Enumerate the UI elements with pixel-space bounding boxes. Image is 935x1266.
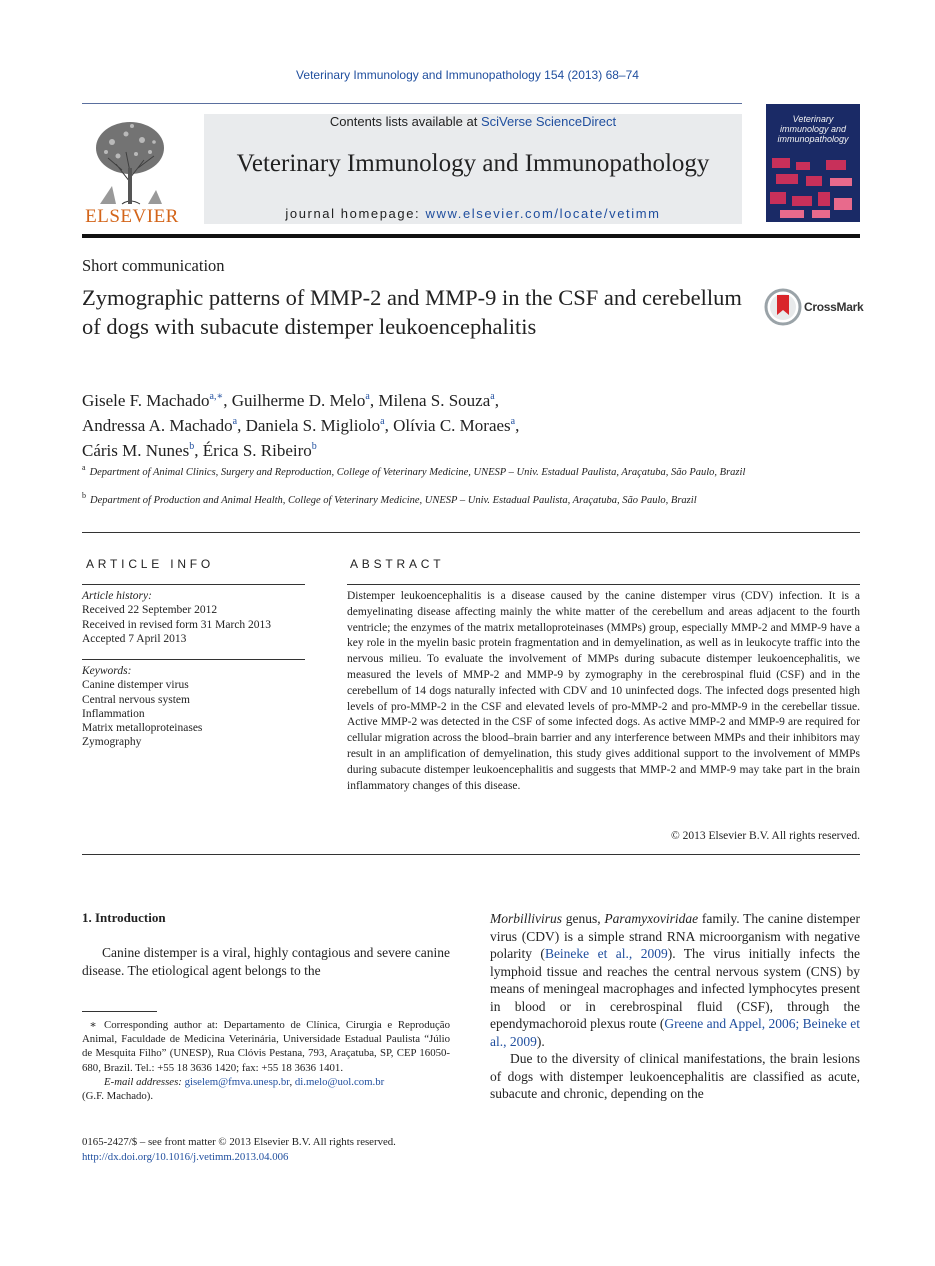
footnote-text: Corresponding author at: Departamento de Clínica, Cirurgia e Reprodução Animal, Faculdade de Medicina Veterinária, Universidade Estadual Paulista “Júlio de Mesquita Filho” (UNESP), Rua Clóvis Pestana, 793, Araçatuba, SP, CEP 16050-680, Brazil. Tel.: +55 18 3636 1420; fax: +55 18 3636 1401. (82, 1019, 450, 1074)
cover-graphic (766, 152, 860, 222)
header-rule (82, 103, 742, 104)
author-name: Cáris M. Nunes (82, 441, 190, 460)
author-affil-marker[interactable]: a,∗ (209, 391, 224, 402)
article-title: Zymographic patterns of MMP-2 and MMP-9 in the CSF and cerebellum of dogs with subacute distemper leukoencephalitis (82, 285, 742, 339)
history-item: Received 22 September 2012 (82, 604, 218, 617)
author-affil-marker[interactable]: a (365, 391, 370, 402)
journal-cover (766, 104, 860, 222)
author-affil-marker[interactable]: a (232, 416, 238, 427)
sciencedirect-link[interactable]: SciVerse ScienceDirect (480, 114, 617, 129)
affiliation-text: Department of Animal Clinics, Surgery and Reproduction, College of Veterinary Medicine, UNESP – Univ. Estadual Paulista, Araçatuba, São Paulo, Brazil (89, 467, 746, 478)
abstract-rule (347, 584, 860, 585)
reference-link[interactable]: Greene and Appel, 2006; Beineke et al., 2009 (490, 1016, 861, 1049)
doi-link[interactable]: http://dx.doi.org/10.1016/j.vetimm.2013.04.006 (82, 1151, 289, 1163)
body-text-run: genus, (562, 911, 605, 926)
article-history (82, 589, 305, 646)
history-label: Article history: (82, 590, 152, 602)
history-item: Received in revised form 31 March 2013 (82, 618, 272, 631)
author-affil-marker[interactable]: b (311, 441, 317, 452)
affiliation-b (82, 489, 762, 508)
keyword-item: Central nervous system (82, 693, 190, 706)
info-rule (82, 659, 305, 660)
info-rule (82, 584, 305, 585)
section-rule (82, 532, 860, 533)
contents-prefix: Contents lists available at (329, 114, 481, 129)
affiliation-text: Department of Production and Animal Health, College of Veterinary Medicine, UNESP – Univ. Estadual Paulista, Araçatuba, São Paulo, Brazil (90, 495, 697, 506)
homepage-prefix: journal homepage: (285, 206, 426, 221)
crossmark-icon (764, 288, 802, 326)
family-name: Paramyxoviridae (604, 911, 699, 926)
article-info-heading: ARTICLE INFO (86, 557, 215, 571)
author-separator: , (223, 391, 232, 410)
abstract-text: Distemper leukoencephalitis is a disease caused by the canine distemper virus (CDV) infection. It is a demyelinating disease affecting mainly the white matter of the cerebellum and areas adjacent to the fourth ventricle; the enzymes of the matrix metalloproteinases (MMPs) group, especially MMP-2 and MMP-9 have a key role in the myelin basic protein fragmentation and in demyelination, as well as in leukocyte traffic into the nervous milieu. To evaluate the involvement of MMPs during subacute distemper leukoencephalitis, we measured the levels of MMP-2 and MMP-9 by zymography in the cerebrospinal fluid (CSF) and in the cerebellum of 14 dogs naturally infected with CDV and 10 uninfected dogs. The infected dogs presented high levels of pro-MMP-2 in the CSF and elevated levels of pro-MMP-2 and pro-MMP-9 in the cerebellar tissue. Active MMP-2 was detected in the CSF of some infected dogs. As active MMP-2 and MMP-9 are required for cellular migration across the blood–brain barrier and any interference between MMPs and their inhibitors may result in an amplification of demyelination, this study gives additional support to the involvement of MMPs during subacute distemper leukoencephalitis and suggests that MMP-2 and MMP-9 may take part in the brain inflammatory changes of this disease. (347, 590, 860, 792)
crossmark-label: CrossMark (804, 300, 864, 314)
intro-paragraph: Canine distemper is a viral, highly contagious and severe canine disease. The etiological agent belongs to the (82, 945, 450, 978)
journal-title: Veterinary Immunology and Immunopathology (236, 150, 710, 177)
article-type: Short communication (82, 256, 225, 275)
author-separator: , (369, 391, 379, 410)
abstract-heading: ABSTRACT (350, 557, 445, 571)
history-item: Accepted 7 April 2013 (82, 632, 187, 645)
section-heading-introduction: 1. Introduction (82, 910, 166, 925)
author-affil-marker[interactable]: a (490, 391, 495, 402)
body-text-run: family. The canine distemper virus (CDV) is a simple strand RNA microorganism with negative polarity ( (490, 911, 861, 961)
email-link[interactable]: giselem@fmva.unesp.br (184, 1075, 290, 1088)
author-separator: , (237, 416, 246, 435)
body-right-column (490, 910, 860, 1103)
author-separator: , (384, 416, 394, 435)
keyword-item: Matrix metalloproteinases (82, 722, 203, 735)
author-affil-marker[interactable]: a (510, 416, 516, 427)
keyword-item: Zymography (82, 736, 142, 749)
affiliation-a (82, 461, 762, 480)
author-separator: , (494, 391, 499, 410)
corresponding-author-footnote (82, 1018, 450, 1103)
body-paragraph: Due to the diversity of clinical manifestations, the brain lesions of dogs with distemper leukoencephalitis are classified as acute, subacute and chronic, depending on the (490, 1051, 860, 1101)
keywords (82, 664, 305, 750)
copyright-notice: © 2013 Elsevier B.V. All rights reserved. (671, 830, 860, 842)
elsevier-wordmark: ELSEVIER (85, 206, 179, 227)
email-label: E-mail addresses: (104, 1075, 182, 1088)
author-name: Andressa A. Machado (82, 416, 233, 435)
author-name: Milena S. Souza (378, 391, 491, 410)
email-separator: , (289, 1075, 295, 1088)
author-affil-marker[interactable]: a (380, 416, 385, 427)
footnote-rule (82, 1011, 157, 1012)
affiliation-marker: b (82, 491, 86, 500)
header-thick-rule (82, 234, 860, 238)
cover-title: Veterinary immunology and immunopathology (777, 114, 849, 144)
author-name: Guilherme D. Melo (231, 391, 366, 410)
homepage-link[interactable]: www.elsevier.com/locate/vetimm (425, 206, 661, 221)
email-owner: (G.F. Machado). (82, 1090, 154, 1103)
author-name: Olívia C. Moraes (393, 416, 511, 435)
reference-link[interactable]: Beineke et al., 2009 (544, 946, 668, 961)
keyword-item: Inflammation (82, 707, 145, 720)
contents-availability (204, 114, 742, 129)
author-separator: , (515, 416, 520, 435)
crossmark-badge[interactable] (764, 288, 864, 328)
author-name: Daniela S. Migliolo (245, 416, 381, 435)
affiliation-marker: a (82, 463, 86, 472)
journal-citation[interactable]: Veterinary Immunology and Immunopathology 154 (2013) 68–74 (296, 68, 639, 82)
body-text-run: ). The virus initially infects the lymphoid tissue and reaches the central nervous system (CNS) by means of meningeal macrophages and infected lymphocytes present in blood or in cerebrospinal fluid (CSF), through the ependymachoroid plexus route ( (490, 946, 860, 1031)
email-link[interactable]: di.melo@uol.com.br (294, 1075, 385, 1088)
journal-homepage (204, 206, 742, 221)
keywords-label: Keywords: (82, 665, 132, 677)
body-paragraph (490, 910, 860, 1050)
keyword-item: Canine distemper virus (82, 679, 189, 692)
author-name: Érica S. Ribeiro (202, 441, 312, 460)
author-separator: , (194, 441, 203, 460)
issn-notice: 0165-2427/$ – see front matter © 2013 Elsevier B.V. All rights reserved. (82, 1136, 396, 1148)
footnote-marker: ∗ (89, 1019, 97, 1031)
genus-name: Morbillivirus (490, 911, 563, 926)
author-affil-marker[interactable]: b (189, 441, 195, 452)
author-name: Gisele F. Machado (82, 391, 210, 410)
body-text-run: ). (536, 1033, 545, 1049)
author-list (82, 386, 822, 461)
section-rule (82, 854, 860, 855)
